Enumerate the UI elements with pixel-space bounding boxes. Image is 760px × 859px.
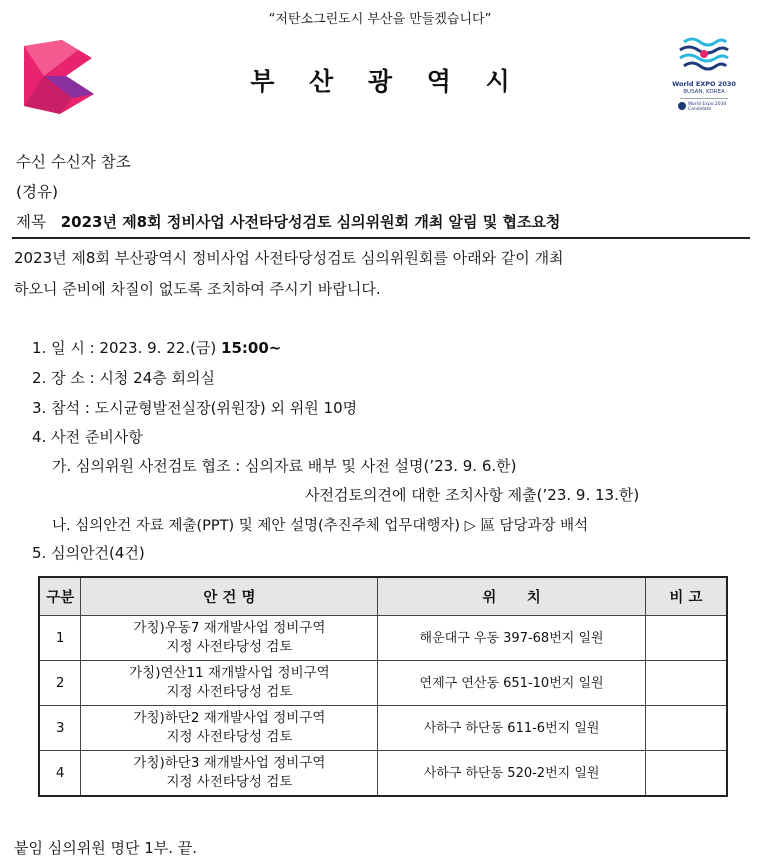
expo-wave-icon — [666, 34, 742, 78]
row-number: 2 — [39, 661, 81, 706]
item-4a-line2: 사전검토의견에 대한 조치사항 제출(’23. 9. 13.한) — [305, 486, 640, 504]
item-4a-line1: 가. 심의위원 사전검토 협조 : 심의자료 배부 및 사전 설명(’23. 9. 6.한) — [52, 457, 517, 475]
table-row — [39, 616, 727, 661]
subject: 2023년 제8회 정비사업 사전타당성검토 심의위원회 개최 알림 및 협조요청 — [60, 213, 561, 231]
item-5: 5. 심의안건(4건) — [32, 544, 145, 562]
table-header-row — [39, 577, 727, 616]
item-2: 2. 장 소 : 시청 24층 회의실 — [32, 369, 215, 387]
location: 해운대구 우동 397-68번지 일원 — [378, 616, 645, 661]
table-row — [39, 706, 727, 751]
intro-line2: 하오니 준비에 차질이 없도록 조치하여 주시기 바랍니다. — [14, 280, 381, 298]
header-agenda: 안 건 명 — [81, 577, 378, 616]
location: 사하구 하단동 520-2번지 일원 — [378, 751, 645, 797]
note — [645, 706, 727, 751]
world-expo-logo — [666, 34, 742, 124]
recipient: 수신 수신자 참조 — [16, 153, 131, 171]
agenda-name: 가칭)연산11 재개발사업 정비구역 지정 사전타당성 검토 — [81, 661, 378, 706]
row-number: 4 — [39, 751, 81, 797]
item-4: 4. 사전 준비사항 — [32, 428, 143, 446]
note — [645, 751, 727, 797]
subject-row — [16, 210, 560, 232]
agenda-name: 가칭)하단3 재개발사업 정비구역 지정 사전타당성 검토 — [81, 751, 378, 797]
organization-title: 부 산 광 역 시 — [250, 67, 523, 96]
note — [645, 661, 727, 706]
table-row — [39, 661, 727, 706]
subject-label: 제목 — [16, 213, 46, 231]
slogan: “저탄소그린도시 부산을 만들겠습니다” — [268, 12, 492, 27]
location: 연제구 연산동 651-10번지 일원 — [378, 661, 645, 706]
header-divider — [12, 237, 750, 239]
expo-candidate: World Expo 2030 Candidate — [688, 102, 727, 112]
item-3: 3. 참석 : 도시균형발전실장(위원장) 외 위원 10명 — [32, 399, 358, 417]
expo-line1: World EXPO 2030 — [672, 80, 736, 88]
agenda-name: 가칭)우동7 재개발사업 정비구역 지정 사전타당성 검토 — [81, 616, 378, 661]
agenda-name: 가칭)하단2 재개발사업 정비구역 지정 사전타당성 검토 — [81, 706, 378, 751]
via: (경유) — [16, 183, 59, 201]
expo-badge-icon — [678, 102, 686, 110]
agenda-table — [38, 576, 728, 797]
header-location: 위 치 — [378, 577, 645, 616]
item-4b: 나. 심의안건 자료 제출(PPT) 및 제안 설명(추진주체 업무대행자) ▷ 區 담당과장 배석 — [52, 518, 589, 534]
header-note: 비 고 — [645, 577, 727, 616]
row-number: 3 — [39, 706, 81, 751]
intro-line1: 2023년 제8회 부산광역시 정비사업 사전타당성검토 심의위원회를 아래와 같이 개최 — [14, 249, 564, 267]
row-number: 1 — [39, 616, 81, 661]
attachment: 붙임 심의위원 명단 1부. 끝. — [14, 839, 198, 857]
table-row — [39, 751, 727, 797]
expo-line2: BUSAN, KOREA — [683, 89, 725, 95]
header-category: 구분 — [39, 577, 81, 616]
item-1: 1. 일 시 : 2023. 9. 22.(금) 15:00~ — [32, 339, 282, 357]
note — [645, 616, 727, 661]
location: 사하구 하단동 611-6번지 일원 — [378, 706, 645, 751]
